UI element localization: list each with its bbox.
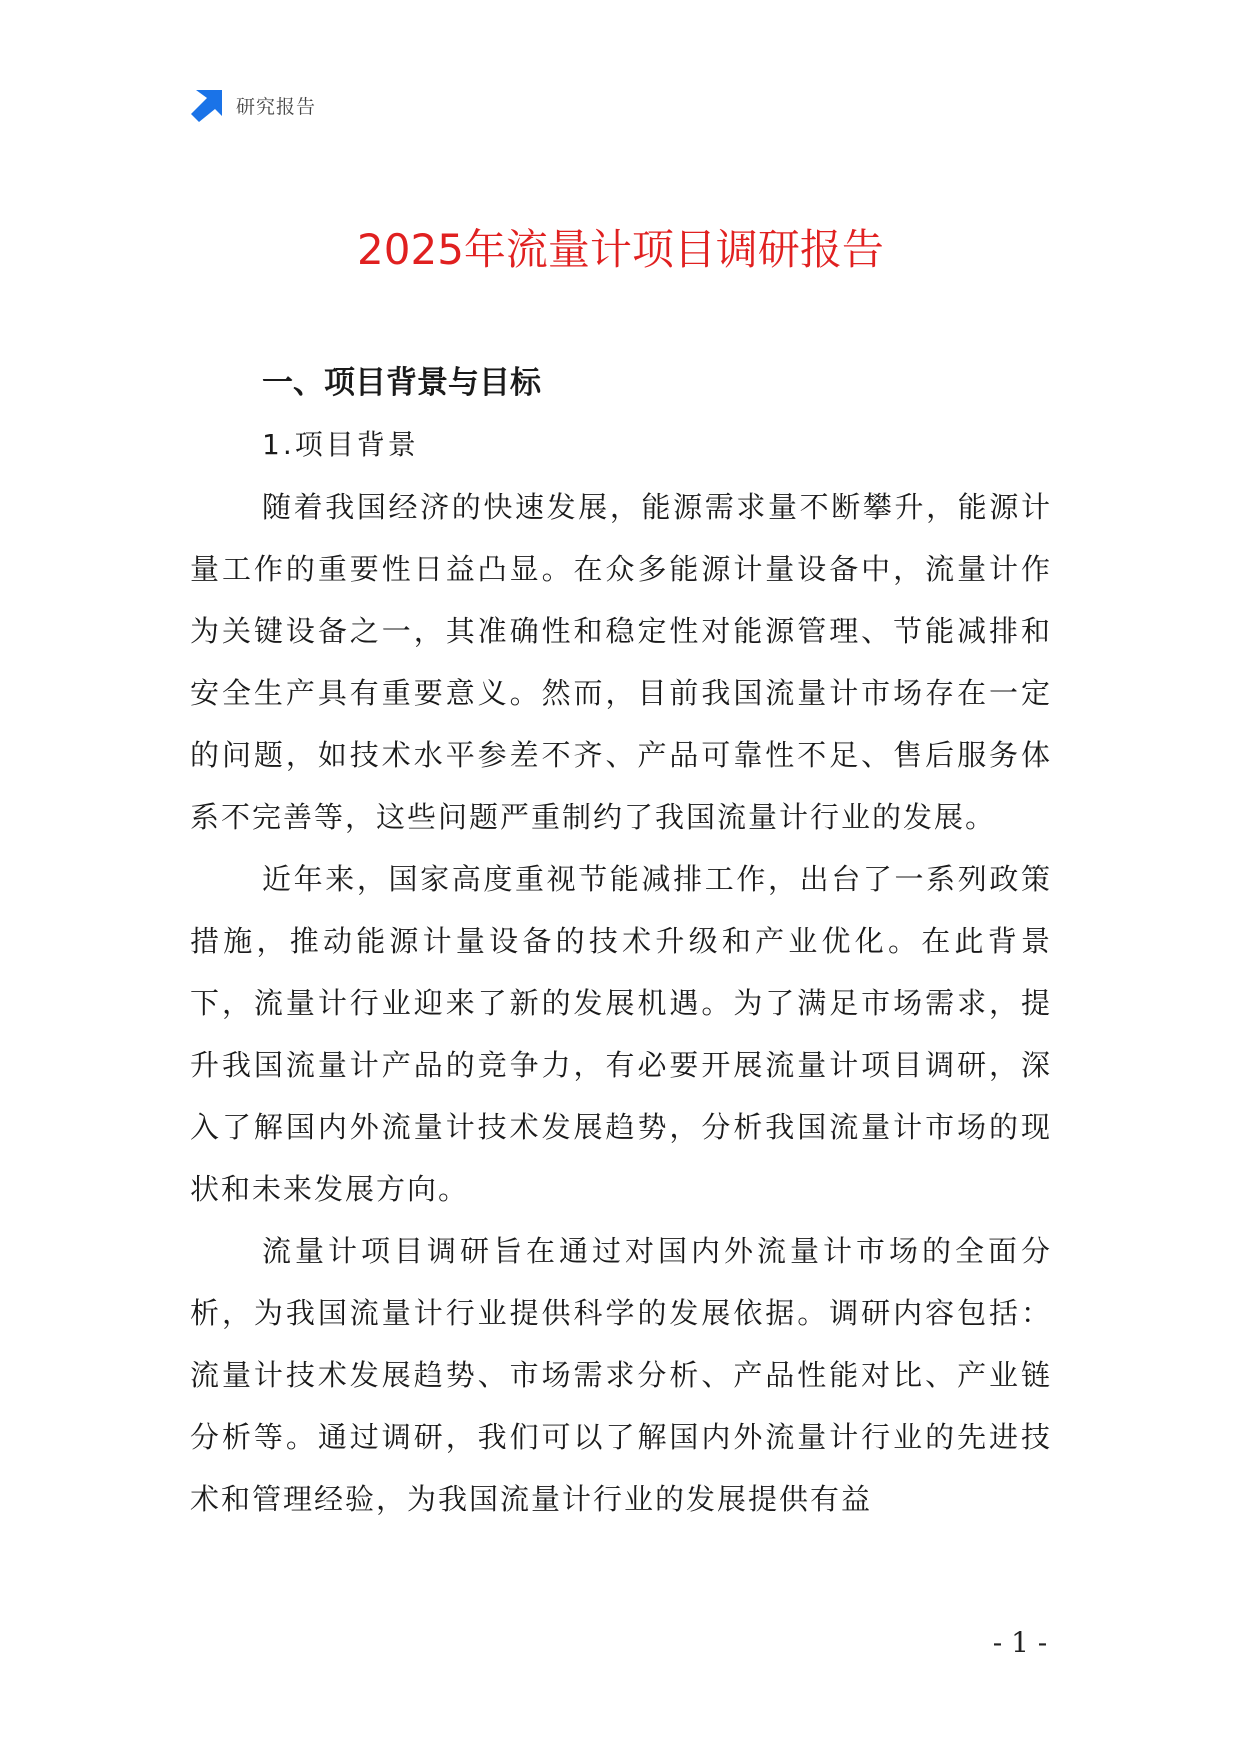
sub-heading: 1.项目背景	[262, 428, 419, 461]
arrow-up-right-icon	[190, 88, 224, 122]
document-title: 2025年流量计项目调研报告	[357, 225, 884, 274]
section-heading: 一、项目背景与目标	[262, 365, 541, 401]
header-label: 研究报告	[236, 95, 317, 118]
page-number: - 1 -	[992, 1626, 1048, 1659]
document-header	[190, 88, 316, 122]
document-body	[190, 352, 1052, 1530]
body-paragraph: 随着我国经济的快速发展，能源需求量不断攀升，能源计量工作的重要性日益凸显。在众多能源计量设备中，流量计作为关键设备之一，其准确性和稳定性对能源管理、节能减排和安全生产具有重要意义。然而，目前我国流量计市场存在一定的问题，如技术水平参差不齐、产品可靠性不足、售后服务体系不完善等，这些问题严重制约了我国流量计行业的发展。	[190, 490, 1052, 834]
body-paragraph: 近年来，国家高度重视节能减排工作，出台了一系列政策措施，推动能源计量设备的技术升级和产业优化。在此背景下，流量计行业迎来了新的发展机遇。为了满足市场需求，提升我国流量计产品的竞争力，有必要开展流量计项目调研，深入了解国内外流量计技术发展趋势，分析我国流量计市场的现状和未来发展方向。	[190, 862, 1052, 1206]
body-paragraph: 流量计项目调研旨在通过对国内外流量计市场的全面分析，为我国流量计行业提供科学的发展依据。调研内容包括：流量计技术发展趋势、市场需求分析、产品性能对比、产业链分析等。通过调研，我们可以了解国内外流量计行业的先进技术和管理经验，为我国流量计行业的发展提供有益	[190, 1234, 1052, 1516]
